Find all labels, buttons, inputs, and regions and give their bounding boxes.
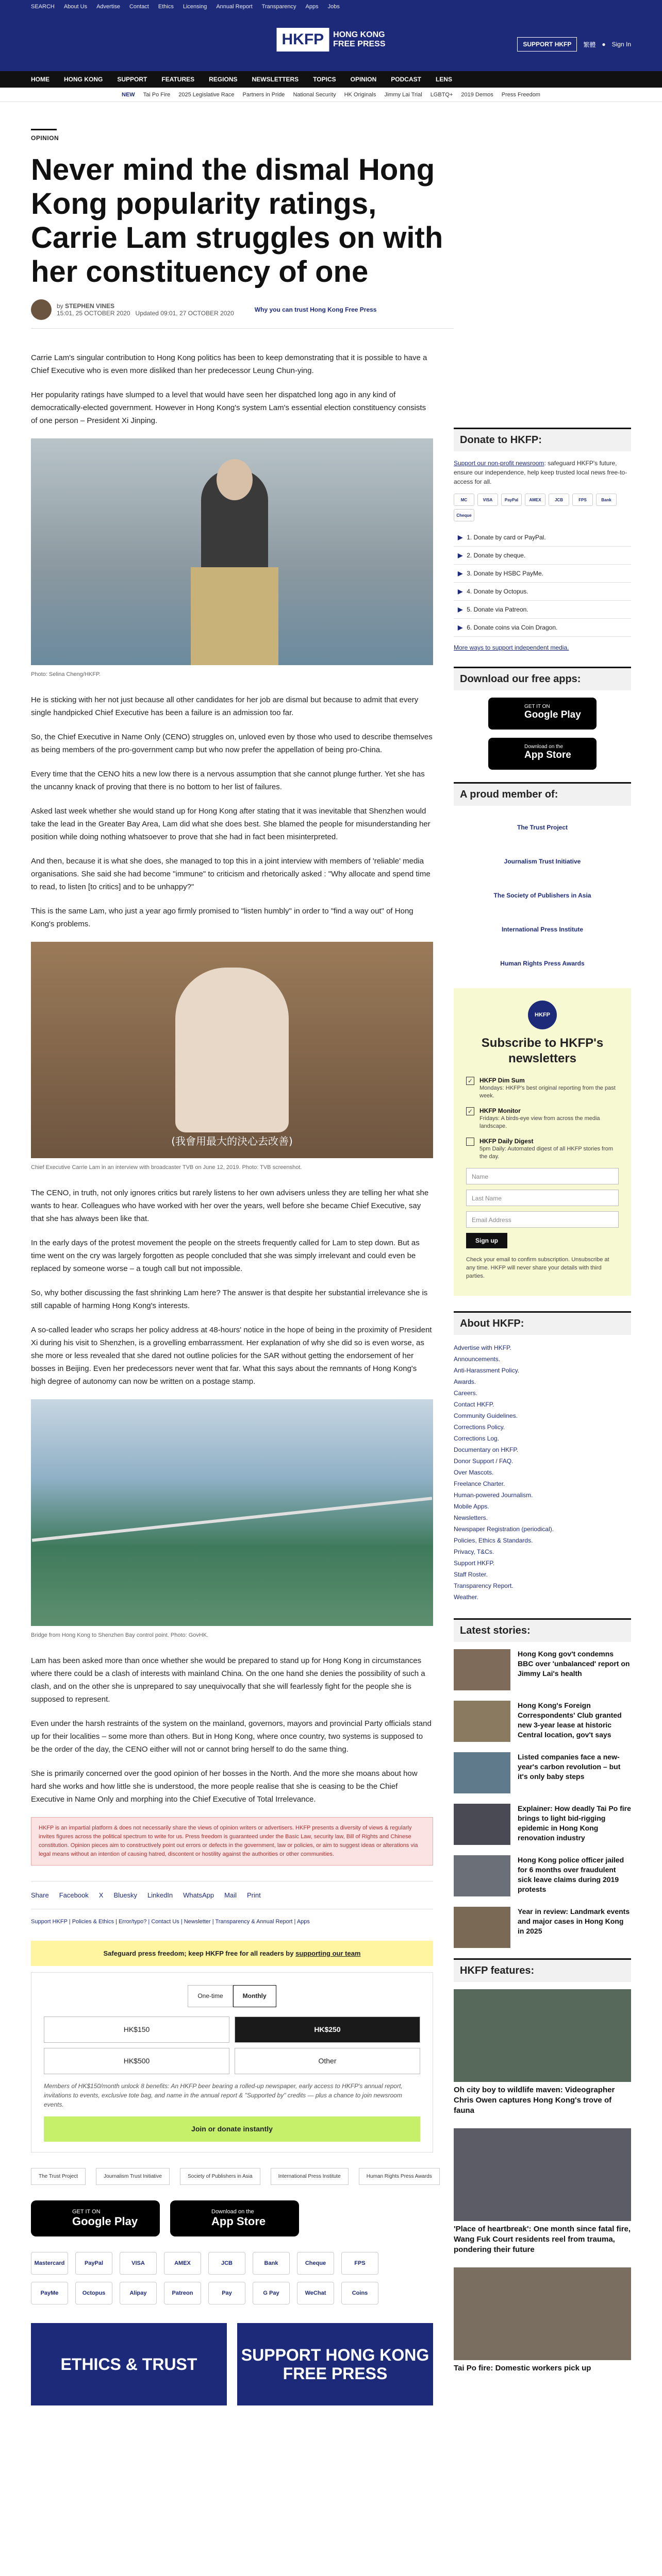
newsletter-badge: HKFP: [528, 1001, 557, 1029]
language-toggle[interactable]: 繁體: [583, 41, 596, 48]
latest-story[interactable]: Hong Kong gov't condemns BBC over 'unbalanced' report on Jimmy Lai's health: [454, 1649, 631, 1690]
paragraph: The CENO, in truth, not only ignores critics but rarely listens to her own advisers unless they are telling her what she wants to hear. Colleagues who have worked with her over the years, well before she became Chief Executive, say that she has always been like that.: [31, 1189, 429, 1223]
topbar-link-search[interactable]: SEARCH: [31, 4, 55, 10]
about-link[interactable]: Policies, Ethics & Standards.: [454, 1537, 533, 1544]
donate-option[interactable]: ▶ 1. Donate by card or PayPal.: [454, 529, 631, 547]
share-label: Share: [31, 1891, 49, 1899]
about-link[interactable]: Human-powered Journalism.: [454, 1492, 533, 1499]
share-whatsapp[interactable]: WhatsApp: [183, 1891, 214, 1899]
donate-option[interactable]: ▶ 6. Donate coins via Coin Dragon.: [454, 619, 631, 637]
feature-image[interactable]: [454, 2267, 631, 2360]
about-link[interactable]: Documentary on HKFP.: [454, 1446, 519, 1453]
article-body: [31, 351, 433, 2153]
paragraph: And then, because it is what she does, she managed to top this in a joint interview with members of 'reliable' media organisations. She said she had become "immune" to criticism and rhetorically asked : "Why allocate and spend time to read, to listen [to critics] and to be unhappy?": [31, 857, 431, 891]
about-links: [454, 1342, 631, 1603]
email-input[interactable]: Email Address: [466, 1211, 619, 1228]
checkbox-checked[interactable]: ✓: [466, 1107, 474, 1115]
nav-hong-kong[interactable]: HONG KONG: [64, 76, 103, 83]
topbar-link-contact[interactable]: Contact: [129, 4, 149, 10]
pay-icon: Bank: [596, 494, 617, 506]
support-promo[interactable]: SUPPORT HONG KONG FREE PRESS: [237, 2323, 433, 2405]
logo-jti[interactable]: Journalism Trust Initiative: [96, 2168, 170, 2185]
topbar-link-about[interactable]: About Us: [63, 4, 88, 10]
paragraph: So, the Chief Executive in Name Only (CENO) struggles on, unloved even by those who used to describe themselves as being members of the pro-government camp but who now prefer the appellation of being pro-China.: [31, 733, 433, 754]
photo-caption: Photo: Selina Cheng/HKFP.: [31, 671, 101, 677]
pay-method-icon[interactable]: Patreon: [164, 2282, 201, 2304]
publish-date: 15:01, 25 OCTOBER 2020: [57, 310, 130, 317]
paragraph: She is primarily concerned over the good opinion of her bosses in the North. And the more she moans about how hard she works and how little she is understood, the more people realise that she is ceasing to be the Chief Executive in Name Only and morphing into the Chief Executive of Total Irrelevance.: [31, 1769, 418, 1804]
arrow-right-icon: ▶: [458, 624, 463, 631]
about-link[interactable]: Corrections Log.: [454, 1435, 500, 1442]
nav-regions[interactable]: REGIONS: [209, 76, 238, 83]
pay-method-icon[interactable]: WeChat: [297, 2282, 334, 2304]
paragraph: Asked last week whether she would stand up for Hong Kong after stating that it was inevitable that Shenzhen would take the lead in the Greater Bay Area, Lam did what she does best. She blamed the people for misunderstanding her position while doing nothing whatsoever to prove that she had in fact been misinterpreted.: [31, 807, 431, 841]
pay-method-icon[interactable]: PayMe: [31, 2282, 68, 2304]
story-thumbnail[interactable]: [454, 1907, 510, 1948]
pay-method-icon[interactable]: Bank: [253, 2252, 290, 2275]
topbar-link-licensing[interactable]: Licensing: [183, 4, 207, 10]
more-ways-link[interactable]: More ways to support independent media.: [454, 644, 569, 651]
donate-heading: Donate to HKFP:: [454, 428, 631, 451]
trending-link[interactable]: Tai Po Fire: [143, 91, 171, 98]
ethics-promo[interactable]: ETHICS & TRUST: [31, 2323, 227, 2405]
donate-option[interactable]: ▶ 5. Donate via Patreon.: [454, 601, 631, 619]
sidebar-google-play[interactable]: GET IT ON Google Play: [488, 698, 597, 730]
feature-image[interactable]: [454, 2128, 631, 2221]
section-label[interactable]: OPINION: [31, 134, 59, 142]
support-team-link[interactable]: supporting our team: [295, 1950, 361, 1957]
about-link[interactable]: Privacy, T&Cs.: [454, 1548, 494, 1555]
first-name-input[interactable]: Name: [466, 1168, 619, 1184]
donate-widget: [31, 1972, 433, 2153]
pay-method-icon[interactable]: G Pay: [253, 2282, 290, 2304]
newsletter-title: Subscribe to HKFP's newsletters: [481, 1036, 604, 1065]
safeguard-banner: Safeguard press freedom; keep HKFP free for all readers by supporting our team: [31, 1941, 433, 1966]
share-bluesky[interactable]: Bluesky: [113, 1891, 137, 1899]
member-logo[interactable]: International Press Institute: [501, 926, 584, 933]
latest-story[interactable]: Hong Kong's Foreign Correspondents' Club granted new 3-year lease at historic Central location, gov't says: [454, 1701, 631, 1742]
article-footer-links[interactable]: Support HKFP | Policies & Ethics | Error/typo? | Contact Us | Newsletter | Transparency & Annual Report | Apps: [31, 1919, 310, 1925]
about-link[interactable]: Staff Roster.: [454, 1571, 488, 1578]
paragraph: In the early days of the protest movement the people on the streets frequently called for Lam to step down. But as time went on the cry was largely forgotten as people concluded that she was simply irrelevant and could even be replaced by someone worse – a tough call but not impossible.: [31, 1239, 420, 1273]
paragraph: A so-called leader who scraps her policy address at 48-hours' notice in the hope of being in the proximity of President Xi during his visit to Shenzhen, is a grovelling embarrassment. Her explanation of why she did so is even worse, as she more or less revealed that she dared not outline policies for the SAR without getting the endorsement of her bosses in Beijing. Even her predecessors never went that far. What this says about the remnants of Hong Kong's high degree of autonomy can now be written on a postage stamp.: [31, 1326, 432, 1386]
about-link[interactable]: Mobile Apps.: [454, 1503, 489, 1510]
site-header: [0, 13, 662, 71]
freq-monthly[interactable]: Monthly: [233, 1985, 276, 2007]
topbar-link-transparency[interactable]: Transparency: [261, 4, 296, 10]
article-photo-tvb-interview: [31, 942, 433, 1158]
app-store-badge[interactable]: Download on the App Store: [170, 2200, 299, 2236]
nav-support[interactable]: SUPPORT: [117, 76, 147, 83]
author-name[interactable]: STEPHEN VINES: [65, 302, 115, 310]
newsletter-signup-button[interactable]: Sign up: [466, 1233, 507, 1248]
amount-option[interactable]: HK$500: [44, 2048, 229, 2074]
paragraph: Her popularity ratings have slumped to a level that would have seen her dispatched long ago in any kind of democratically-elected government. However in Hong Kong's system Lam's essential election constituency consists of one person – President Xi Jinping.: [31, 391, 426, 425]
pay-method-icon[interactable]: Octopus: [75, 2282, 112, 2304]
feature-story[interactable]: Oh city boy to wildlife maven: Videographer Chris Owen captures Hong Kong's trove of fauna: [454, 1989, 631, 2116]
paragraph: So, why bother discussing the fast shrinking Lam here? The answer is that despite her substantial irrelevance she is still capable of harming Hong Kong's interests.: [31, 1289, 428, 1310]
story-thumbnail[interactable]: [454, 1752, 510, 1793]
join-donate-button[interactable]: Join or donate instantly: [44, 2116, 420, 2142]
why-trust-link[interactable]: Why you can trust Hong Kong Free Press: [254, 306, 377, 313]
checkbox-checked[interactable]: ✓: [466, 1077, 474, 1085]
logo-mark: HKFP: [276, 28, 329, 52]
pay-icon: MC: [454, 494, 474, 506]
freq-one-time[interactable]: One-time: [188, 1985, 233, 2007]
section-rule: [31, 129, 57, 130]
share-bar: [31, 1881, 433, 1909]
newsletter-signup: [454, 988, 631, 1296]
frequency-toggle: [44, 1985, 420, 2007]
latest-heading: Latest stories:: [454, 1618, 631, 1642]
top-utility-bar: [0, 0, 662, 13]
checkbox[interactable]: [466, 1138, 474, 1146]
support-newsroom-link[interactable]: Support our non-profit newsroom: [454, 460, 544, 467]
nav-lens[interactable]: LENS: [435, 76, 452, 83]
topbar-link-jobs[interactable]: Jobs: [327, 4, 340, 10]
about-link[interactable]: Advertise with HKFP.: [454, 1344, 511, 1351]
logo-hrpa[interactable]: Human Rights Press Awards: [359, 2168, 440, 2185]
share-linkedin[interactable]: LinkedIn: [147, 1891, 173, 1899]
author-avatar: [31, 299, 52, 320]
member-logo[interactable]: The Society of Publishers in Asia: [493, 892, 591, 899]
topbar-link-annual-report[interactable]: Annual Report: [216, 4, 253, 10]
photo-subtitle-overlay: (我會用最大的決心去改善): [171, 1135, 293, 1147]
apps-heading: Download our free apps:: [454, 667, 631, 690]
nav-features[interactable]: FEATURES: [161, 76, 195, 83]
nav-home[interactable]: HOME: [31, 76, 49, 83]
last-name-input[interactable]: Last Name: [466, 1190, 619, 1206]
about-link[interactable]: Freelance Charter.: [454, 1480, 505, 1487]
nav-podcast[interactable]: PODCAST: [391, 76, 421, 83]
member-logo[interactable]: Human Rights Press Awards: [500, 960, 585, 967]
about-link[interactable]: Careers.: [454, 1389, 478, 1397]
pay-icon: PayPal: [501, 494, 522, 506]
paragraph: Even under the harsh restraints of the system on the mainland, governors, mayors and provincial Party officials stand up for their localities – some more than others. But in Hong Kong, where once country, two systems is supposed to be the order of the day, the CENO either will not or cannot bring herself to do the same thing.: [31, 1719, 432, 1754]
pay-method-icon[interactable]: Coins: [341, 2282, 378, 2304]
pay-method-icon[interactable]: Pay: [208, 2282, 245, 2304]
story-thumbnail[interactable]: [454, 1701, 510, 1742]
pay-method-icon[interactable]: FPS: [341, 2252, 378, 2275]
about-link[interactable]: Community Guidelines.: [454, 1412, 518, 1419]
article-title: Never mind the dismal Hong Kong popularity ratings, Carrie Lam struggles on with her constituency of one: [31, 153, 443, 289]
about-link[interactable]: Weather.: [454, 1594, 478, 1601]
donate-option[interactable]: ▶ 2. Donate by cheque.: [454, 547, 631, 565]
arrow-right-icon: ▶: [458, 534, 463, 541]
amount-grid: [44, 2016, 420, 2074]
logo-line-2: FREE PRESS: [333, 40, 386, 48]
about-link[interactable]: Corrections Policy.: [454, 1423, 505, 1431]
sidebar-payment-icons: [454, 494, 631, 521]
arrow-right-icon: ▶: [458, 588, 463, 595]
paragraph: Every time that the CENO hits a new low there is a nervous assumption that she cannot plunge further. Yet she has the uncanny knack of proving that there is no bottom to her list of failures.: [31, 770, 425, 791]
pay-method-icon[interactable]: Cheque: [297, 2252, 334, 2275]
about-link[interactable]: Announcements.: [454, 1355, 501, 1363]
nav-opinion[interactable]: OPINION: [350, 76, 377, 83]
topbar-link-ethics[interactable]: Ethics: [158, 4, 174, 10]
byline: by STEPHEN VINES 15:01, 25 OCTOBER 2020 Updated 09:01, 27 OCTOBER 2020 Why you can trust Hong Kong Free Press: [31, 299, 454, 329]
feature-image[interactable]: [454, 1989, 631, 2082]
nav-topics[interactable]: TOPICS: [313, 76, 336, 83]
trending-link[interactable]: 2025 Legislative Race: [178, 91, 235, 98]
site-logo[interactable]: [276, 28, 385, 52]
pay-icon: AMEX: [525, 494, 545, 506]
share-x[interactable]: X: [98, 1891, 104, 1899]
amount-option[interactable]: HK$150: [44, 2016, 229, 2043]
logo-ipi[interactable]: International Press Institute: [271, 2168, 349, 2185]
google-play-badge[interactable]: GET IT ON Google Play: [31, 2200, 160, 2236]
about-link[interactable]: Awards.: [454, 1378, 476, 1385]
trending-link[interactable]: 2019 Demos: [461, 91, 493, 98]
member-logo[interactable]: The Trust Project: [517, 824, 568, 831]
updated-date: Updated 09:01, 27 OCTOBER 2020: [135, 310, 234, 317]
arrow-right-icon: ▶: [458, 552, 463, 559]
paragraph: This is the same Lam, who just a year ago firmly promised to "listen humbly" in order to "find a way out" of Hong Kong's problems.: [31, 907, 413, 928]
trending-link[interactable]: Partners in Pride: [242, 91, 285, 98]
pay-icon: Cheque: [454, 509, 474, 521]
pay-method-icon[interactable]: PayPal: [75, 2252, 112, 2275]
about-link[interactable]: Over Mascots.: [454, 1469, 494, 1476]
pay-method-icon[interactable]: JCB: [208, 2252, 245, 2275]
payment-methods: [31, 2252, 392, 2304]
about-link[interactable]: Newspaper Registration (periodical).: [454, 1526, 554, 1533]
share-print[interactable]: Print: [246, 1891, 261, 1899]
opinion-disclaimer: HKFP is an impartial platform & does not necessarily share the views of opinion writers or advertisers. HKFP presents a diversity of views & regularly invites figures across the political spectrum to write for us. Press freedom is guaranteed under the Basic Law, security law, Bill of Rights and Chinese constitution. Opinion pieces aim to constructively point out errors or defects in the government, law or policies, or aim to suggest ideas or alterations via legal means without an intention of causing hatred, discontent or hostility against the authorities or other communities.: [31, 1817, 433, 1866]
features-heading: HKFP features:: [454, 1958, 631, 1982]
member-benefits: Members of HK$150/month unlock 8 benefits: An HKFP beer bearing a rolled-up newspaper, early access to HKFP's annual report, invitations to events, exclusive tote bag, and name in the annual report & "Supported by" credits — plus a chance to join newsroom events.: [44, 2082, 403, 2108]
pay-method-icon[interactable]: VISA: [120, 2252, 157, 2275]
paragraph: Lam has been asked more than once whether she would be prepared to stand up for Hong Kong in circumstances where there could be a clash of interests with mainland China. On the one hand she denies the possibility of such a clash, and on the other she is unprepared to say unequivocally that she will fearlessly fight for the people she is supposed to represent.: [31, 1656, 425, 1704]
paragraph: Carrie Lam's singular contribution to Hong Kong politics has been to keep demonstrating that it is possible to have a Chief Executive who is even more disliked than her predecessor Leung Chun-ying.: [31, 353, 427, 375]
logo-line-1: HONG KONG: [333, 30, 385, 39]
share-facebook[interactable]: Facebook: [59, 1891, 89, 1899]
story-thumbnail[interactable]: [454, 1855, 510, 1896]
latest-story[interactable]: Explainer: How deadly Tai Po fire brings to light bid-rigging epidemic in Hong Kong renovation industry: [454, 1804, 631, 1845]
support-hkfp-button[interactable]: SUPPORT HKFP: [517, 37, 577, 52]
newsletter-option[interactable]: HKFP Daily Digest 5pm Daily: Automated digest of all HKFP stories from the day.: [466, 1138, 619, 1161]
member-heading: A proud member of:: [454, 782, 631, 806]
trending-link[interactable]: HK Originals: [344, 91, 376, 98]
latest-story[interactable]: Hong Kong police officer jailed for 6 months over fraudulent sick leave claims during 2019 protests: [454, 1855, 631, 1896]
about-heading: About HKFP:: [454, 1311, 631, 1335]
logo-trust-project[interactable]: The Trust Project: [31, 2168, 86, 2185]
main-nav: [0, 71, 662, 88]
pay-icon: JCB: [549, 494, 569, 506]
about-link[interactable]: Anti-Harassment Policy.: [454, 1367, 520, 1374]
pay-icon: FPS: [572, 494, 593, 506]
feature-story[interactable]: 'Place of heartbreak': One month since fatal fire, Wang Fuk Court residents reel from trauma, pondering their future: [454, 2128, 631, 2255]
story-thumbnail[interactable]: [454, 1649, 510, 1690]
about-link[interactable]: Support HKFP.: [454, 1560, 495, 1567]
about-link[interactable]: Transparency Report.: [454, 1582, 514, 1589]
photo-caption: Bridge from Hong Kong to Shenzhen Bay control point. Photo: GovHK.: [31, 1632, 209, 1638]
pay-method-icon[interactable]: AMEX: [164, 2252, 201, 2275]
photo-caption: Chief Executive Carrie Lam in an interview with broadcaster TVB on June 12, 2019. Photo: TVB screenshot.: [31, 1164, 302, 1171]
member-logo[interactable]: Journalism Trust Initiative: [504, 858, 581, 865]
sign-in-link[interactable]: Sign In: [611, 41, 631, 48]
about-link[interactable]: Newsletters.: [454, 1514, 488, 1521]
about-link[interactable]: Donor Support / FAQ.: [454, 1458, 514, 1465]
share-mail[interactable]: Mail: [224, 1891, 237, 1899]
trending-link[interactable]: Press Freedom: [501, 91, 540, 98]
trending-link[interactable]: National Security: [293, 91, 336, 98]
topbar-link-apps[interactable]: Apps: [305, 4, 319, 10]
sidebar: Donate to HKFP: Support our non-profit newsroom: safeguard HKFP's future, ensure our independence, help keep trusted local news free-to-access for all. MC VISA PayPal AMEX JCB FPS Bank Cheque ▶ 1. Donate by card or PayPal. ▶ 2. Donate by cheque. ▶ 3. Donate by HSBC PayMe. ▶ 4. Donate by Octopus. ▶ 5. Donate via Patreon. ▶ 6. Donate coins via Coin Dragon. More ways to support independent media. Download our free apps: GET IT ON Google Play Download on the App Store A proud member of: The Trust Project Journalism Trust Initiative The Society of Publishers in Asia International Press Institute Human Rights Press Awards HKFP Subscribe to HKFP's newsletters ✓ HKFP Dim Sum Mondays: HKFP's best original reporting from the past week. ✓ HKFP Monitor Fridays: A birds-eye view from across the media landscape. HKFP Daily Digest 5pm Daily: Automated digest of all HKFP stories from the day. Name Last Name Email Address Sign up Check your email to confirm subscription. Unsubscribe at any time. HKFP will never share your details with third parties. About HKFP: Advertise with HKFP. Announcements. Anti-Harassment Policy. Awards. Careers. Contact HKFP. Community Guidelines. Corrections Policy. Corrections Log. Documentary on HKFP. Donor Support / FAQ. Over Mascots. Freelance Charter. Human-powered Journalism. Mobile Apps. Newsletters. Newspaper Registration (periodical). Policies, Ethics & Standards. Privacy, T&Cs. Support HKFP. Staff Roster. Transparency Report. Weather. Latest stories: Hong Kong gov't condemns BBC over 'unbalanced' report on Jimmy Lai's health Hong Kong's Foreign Correspondents' Club granted new 3-year lease at historic Central location, gov't says Listed companies face a new-year's carbon revolution – but it's only baby steps Explainer: How deadly Tai Po fire brings to light bid-rigging epidemic in Hong Kong renovation industry Hong Kong police officer jailed for 6 months over fraudulent sick leave claims during 2019 protests Year in review: Landmark events and major cases in Hong Kong in 2025 HKFP features: Oh city boy to wildlife maven: Videographer Chris Owen captures Hong Kong's trove of fauna 'Place of heartbreak': One month since fatal fire, Wang Fuk Court residents reel from trauma, pondering their future Tai Po fire: Domestic workers pick up: [454, 428, 631, 2386]
pay-method-icon[interactable]: Mastercard: [31, 2252, 68, 2275]
about-link[interactable]: Contact HKFP.: [454, 1401, 494, 1408]
nav-newsletters[interactable]: NEWSLETTERS: [252, 76, 299, 83]
newsletter-option[interactable]: ✓ HKFP Dim Sum Mondays: HKFP's best original reporting from the past week.: [466, 1077, 619, 1100]
new-badge: NEW: [122, 91, 135, 98]
latest-story[interactable]: Year in review: Landmark events and major cases in Hong Kong in 2025: [454, 1907, 631, 1948]
story-thumbnail[interactable]: [454, 1804, 510, 1845]
pay-method-icon[interactable]: Alipay: [120, 2282, 157, 2304]
donate-option[interactable]: ▶ 4. Donate by Octopus.: [454, 583, 631, 601]
sidebar-app-store[interactable]: Download on the App Store: [488, 738, 597, 770]
donate-option[interactable]: ▶ 3. Donate by HSBC PayMe.: [454, 565, 631, 583]
user-icon[interactable]: ●: [602, 41, 606, 48]
topbar-link-advertise[interactable]: Advertise: [96, 4, 120, 10]
latest-story[interactable]: Listed companies face a new-year's carbon revolution – but it's only baby steps: [454, 1752, 631, 1793]
trending-link[interactable]: Jimmy Lai Trial: [384, 91, 422, 98]
newsletter-option[interactable]: ✓ HKFP Monitor Fridays: A birds-eye view from across the media landscape.: [466, 1107, 619, 1130]
arrow-right-icon: ▶: [458, 606, 463, 613]
trending-link[interactable]: LGBTQ+: [430, 91, 453, 98]
pay-icon: VISA: [477, 494, 498, 506]
newsletter-note: Check your email to confirm subscription. Unsubscribe at any time. HKFP will never share your details with third parties.: [466, 1257, 609, 1279]
feature-story[interactable]: Tai Po fire: Domestic workers pick up: [454, 2267, 631, 2374]
arrow-right-icon: ▶: [458, 570, 463, 577]
article-photo-bridge: [31, 1399, 433, 1626]
paragraph: He is sticking with her not just because all other candidates for her job are dismal but because to admit that every single handpicked Chief Executive has been a failure is an admission too far.: [31, 696, 419, 717]
logo-sopa[interactable]: Society of Publishers in Asia: [180, 2168, 260, 2185]
amount-option[interactable]: Other: [235, 2048, 420, 2074]
article-photo-carrie-lam: [31, 438, 433, 665]
amount-option-selected[interactable]: HK$250: [235, 2016, 420, 2043]
trending-bar: [0, 88, 662, 102]
